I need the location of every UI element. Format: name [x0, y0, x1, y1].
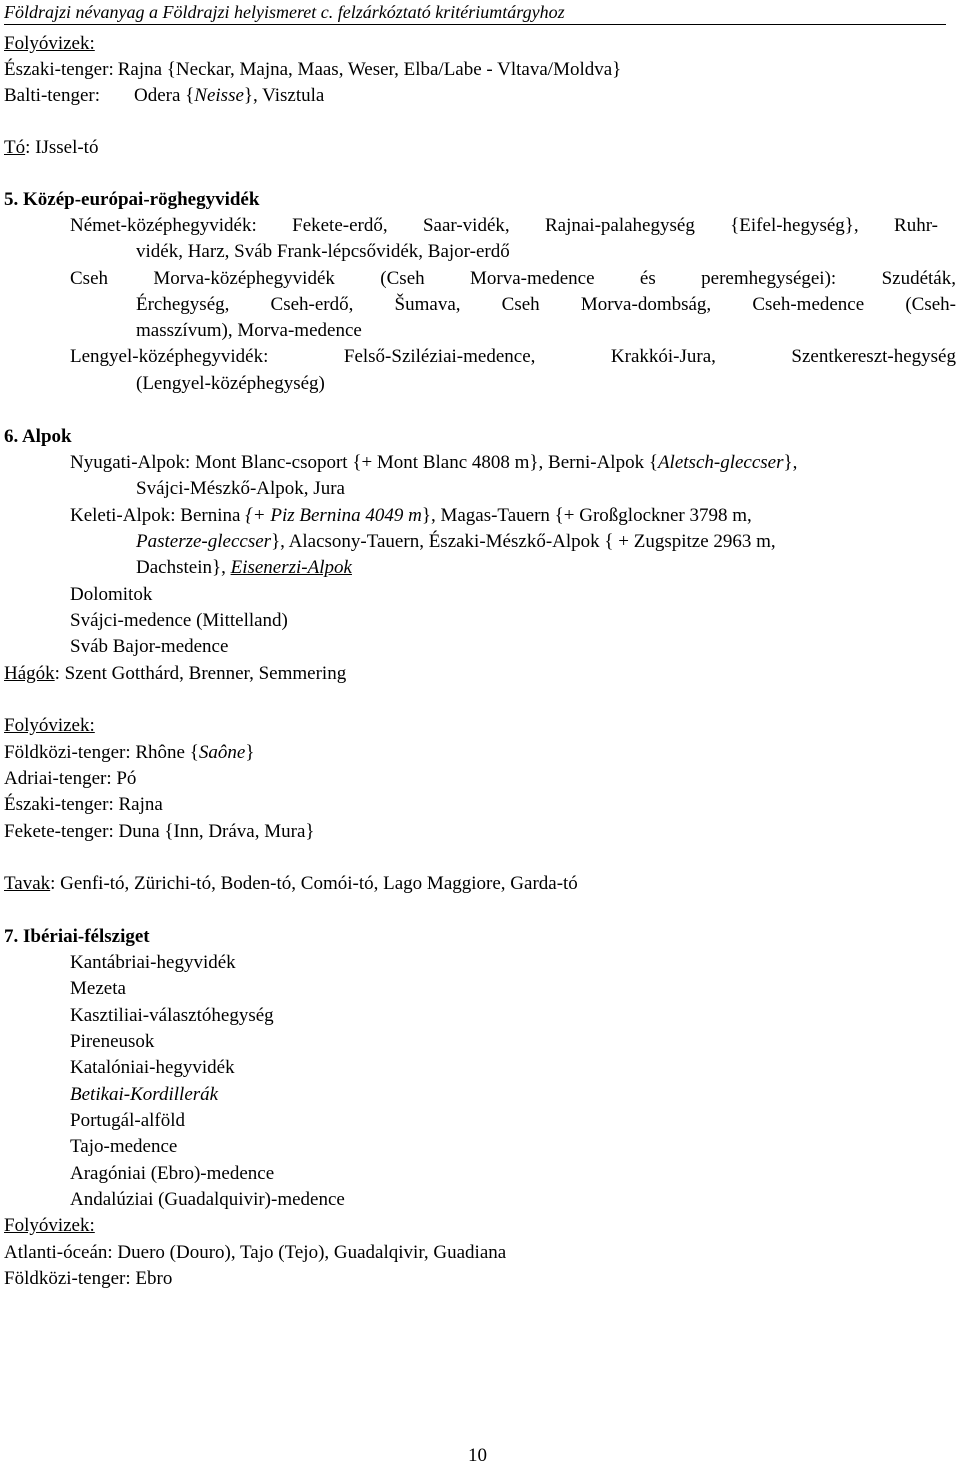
- med-sea-line: Földközi-tenger: Ebro: [4, 1268, 173, 1289]
- eastern-alps-line-2: [136, 529, 776, 555]
- dachstein: Dachstein},: [136, 557, 231, 578]
- aletsch-glacier: Aletsch-gleccser: [657, 452, 784, 473]
- north-sea-label: Északi-tenger:: [4, 59, 114, 80]
- dolomites: Dolomitok: [70, 584, 153, 605]
- passes-line: [4, 661, 346, 687]
- page-header: Földrajzi névanyag a Földrajzi helyismeret c. felzárkóztató kritériumtárgyhoz: [4, 0, 946, 25]
- list-item: Betikai-Kordillerák: [70, 1084, 219, 1105]
- swiss-basin: Svájci-medence (Mittelland): [70, 610, 288, 631]
- adriatic-line: Adriai-tenger: Pó: [4, 768, 137, 789]
- list-item: Kantábriai-hegyvidék: [70, 952, 236, 973]
- western-alps-line-2: Svájci-Mészkő-Alpok, Jura: [136, 478, 345, 499]
- baltic-rivers-italic: Neisse: [194, 85, 244, 106]
- sec5-line-1: Német-középhegyvidék: Fekete-erdő, Saar-vidék, Rajnai-palahegység {Eifel-hegység}, Ruhr-: [70, 215, 938, 236]
- sec5-line-7: (Lengyel-középhegység): [136, 373, 325, 394]
- passes-label: Hágók: [4, 663, 55, 684]
- baltic-line: [4, 83, 324, 109]
- north-sea-line: Északi-tenger: Rajna: [4, 794, 163, 815]
- eastern-alps-line-1: [70, 503, 752, 529]
- eisenerz-alps: Eisenerzi-Alpok: [230, 557, 352, 578]
- pasterze-glacier: Pasterze-gleccser: [136, 531, 272, 552]
- north-sea-line: [4, 57, 621, 83]
- list-item: Mezeta: [70, 978, 126, 999]
- piz-bernina: {+ Piz Bernina 4049 m: [245, 505, 422, 526]
- list-item: Pireneusok: [70, 1031, 155, 1052]
- western-alps-line-1: [70, 450, 797, 476]
- rivers-heading: Folyóvizek:: [4, 1215, 95, 1236]
- swabian-bavarian-basin: Sváb Bajor-medence: [70, 636, 229, 657]
- sec5-line-3: Cseh Morva-középhegyvidék (Cseh Morva-medence és peremhegységei): Szudéták,: [70, 268, 956, 289]
- lakes-value: : Genfi-tó, Zürichi-tó, Boden-tó, Comói-tó, Lago Maggiore, Garda-tó: [50, 873, 578, 894]
- western-alps-text: Nyugati-Alpok: Mont Blanc-csoport {+ Mont Blanc 4808 m}, Berni-Alpok {: [70, 452, 658, 473]
- list-item: Katalóniai-hegyvidék: [70, 1057, 235, 1078]
- sec5-line-2: vidék, Harz, Sváb Frank-lépcsővidék, Bajor-erdő: [136, 241, 510, 262]
- rivers-heading: Folyóvizek:: [4, 33, 95, 54]
- list-item: Aragóniai (Ebro)-medence: [70, 1163, 275, 1184]
- passes-value: : Szent Gotthárd, Brenner, Semmering: [54, 663, 347, 684]
- saone: Saône: [198, 742, 246, 763]
- sec5-line-4: Érchegység, Cseh-erdő, Šumava, Cseh Morva-dombság, Cseh-medence (Cseh-: [136, 294, 956, 315]
- atlantic-line: Atlanti-óceán: Duero (Douro), Tajo (Tejo), Guadalqivir, Guadiana: [4, 1242, 507, 1263]
- section-5-title: 5. Közép-európai-röghegyvidék: [4, 189, 260, 210]
- list-item: Portugál-alföld: [70, 1110, 186, 1131]
- lake-line: [4, 135, 98, 161]
- sec5-line-6: Lengyel-középhegyvidék: Felső-Sziléziai-medence, Krakkói-Jura, Szentkereszt-hegység: [70, 346, 956, 367]
- river-text: }: [245, 742, 255, 763]
- list-item: Tajo-medence: [70, 1136, 178, 1157]
- eastern-alps-line-3: [136, 555, 352, 581]
- baltic-rivers-part: Odera {: [134, 85, 195, 106]
- western-alps-text: },: [783, 452, 798, 473]
- black-sea-line: Fekete-tenger: Duna {Inn, Dráva, Mura}: [4, 821, 315, 842]
- list-item: Kasztiliai-választóhegység: [70, 1005, 274, 1026]
- north-sea-rivers: Rajna {Neckar, Majna, Maas, Weser, Elba/Labe - Vltava/Moldva}: [117, 59, 622, 80]
- baltic-rivers-part: }, Visztula: [243, 85, 325, 106]
- baltic-label: Balti-tenger:: [4, 85, 101, 106]
- lakes-line: [4, 871, 578, 897]
- rivers-heading: Folyóvizek:: [4, 715, 95, 736]
- lake-label: Tó: [4, 137, 26, 158]
- eastern-alps-text: }, Alacsony-Tauern, Északi-Mészkő-Alpok { + Zugspitze 2963 m,: [271, 531, 776, 552]
- lakes-label: Tavak: [4, 873, 51, 894]
- page-number: 10: [468, 1445, 487, 1466]
- lake-value: : IJssel-tó: [25, 137, 99, 158]
- med-sea-line: [4, 740, 254, 766]
- section-7-title: 7. Ibériai-félsziget: [4, 926, 150, 947]
- eastern-alps-text: }, Magas-Tauern {+ Großglockner 3798 m,: [421, 505, 752, 526]
- eastern-alps-text: Keleti-Alpok: Bernina: [70, 505, 246, 526]
- section-6-title: 6. Alpok: [4, 426, 72, 447]
- river-text: Földközi-tenger: Rhône {: [4, 742, 199, 763]
- list-item: Andalúziai (Guadalquivir)-medence: [70, 1189, 345, 1210]
- sec5-line-5: masszívum), Morva-medence: [136, 320, 362, 341]
